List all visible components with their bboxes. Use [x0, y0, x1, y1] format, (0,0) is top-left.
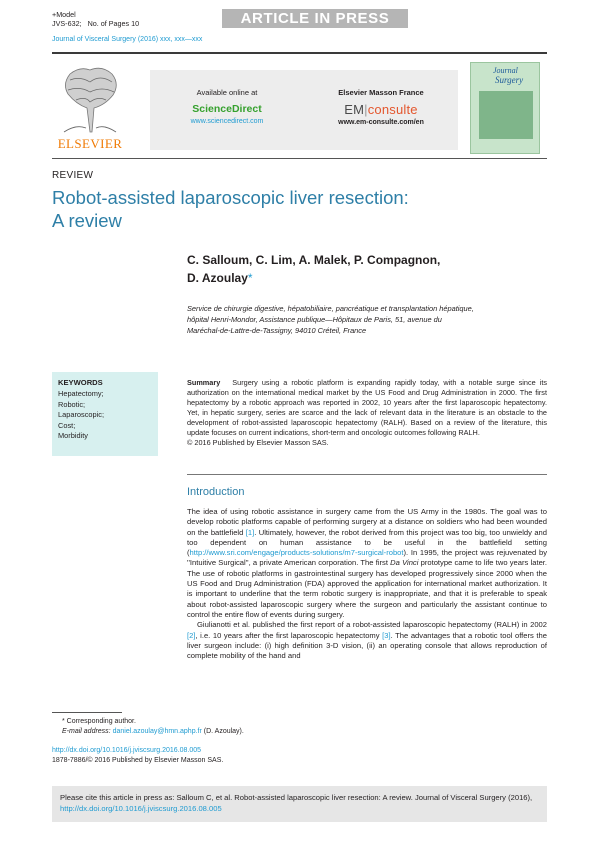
elsevier-tree-icon: [56, 64, 124, 134]
header-divider: [52, 52, 547, 54]
footnote-divider: [52, 712, 122, 713]
sciencedirect-logo[interactable]: ScienceDirect: [192, 103, 262, 115]
author-list: [187, 251, 547, 287]
title-line-1: Robot-assisted laparoscopic liver resection:: [52, 187, 409, 208]
article-title: [52, 186, 532, 232]
available-online-label: Available online at: [196, 88, 258, 97]
online-availability-panel: [150, 70, 458, 150]
footnote: * Corresponding author. E-mail address: daniel.azoulay@hmn.aphp.fr (D. Azoulay).: [52, 717, 244, 737]
abstract-text: Surgery using a robotic platform is expanding rapidly today, with a notable surge since its authorization on the international medical market by the US Food and Drug Administration in 2000. The first hepatectomy by a robotic approach was reported in 2002, 10 years after the first laparoscopic hepatectomy. Yet, in hepatic surgery, series are scarce and the lack of relevant data in the literature is an obstacle to the development of robot-assisted laparoscopic hepatectomy (RALH). Based on a review of the literature, this update focuses on current indications, short-term and oncologic outcomes following RALH.: [187, 378, 547, 437]
reference-link[interactable]: [2]: [187, 630, 196, 640]
author-affiliation: Service de chirurgie digestive, hépatobiliaire, pancréatique et transplantation hépatique, hôpital Henri-Mondor, Assistance publique—Hôpitaux de Paris, 51, avenue du Maréchal-de-Lattre-de-Tassigny, 94010 Créteil, France: [187, 304, 474, 335]
title-line-2: A review: [52, 210, 122, 231]
em-consulte-logo[interactable]: EM|consulte: [344, 102, 418, 117]
paragraph: The idea of using robotic assistance in surgery came from the US Army in the 1980s. The goal was to develop robotic platforms capable of performing surgery at a distance on soldiers who had been wounded on the battlefield [1]. Ultimately, however, the robot derived from this project was too big, too unwieldy and too dependent on human assistance to be useful in the battlefield setting (http://www.sri.com/engage/products-solutions/m7-surgical-robot). In 1995, the project was rejuvenated by ''Intuitive Surgical'', a private American corporation. The first Da Vinci prototype came to life two years later. The use of robotic platforms in gastrointestinal surgery has developed progressively since 2000 when the US Food and Drug Administration (FDA) approved the application for international market authorization. It is important to underline that the term robotic surgery is inappropriate, and that it is preferable to speak about robot-assisted laparoscopic surgery where the surgeon and particularly the assistant continue to control the entire flow of events during surgery.: [187, 507, 548, 619]
elsevier-wordmark: ELSEVIER: [57, 136, 123, 151]
abstract-copyright: © 2016 Published by Elsevier Masson SAS.: [187, 438, 329, 447]
citation-box: [52, 786, 547, 822]
em-consulte-block: [304, 88, 458, 126]
page-count: No. of Pages 10: [87, 19, 140, 28]
citation-doi-link[interactable]: http://dx.doi.org/10.1016/j.jviscsurg.2016.08.005: [60, 804, 222, 813]
introduction-heading: Introduction: [187, 486, 245, 498]
email-label: E-mail address:: [62, 728, 111, 735]
doi-link[interactable]: http://dx.doi.org/10.1016/j.jviscsurg.2016.08.005: [52, 747, 202, 754]
journal-cover-thumbnail[interactable]: [470, 62, 540, 154]
sri-url-link[interactable]: http://www.sri.com/engage/products-solutions/m7-surgical-robot: [189, 548, 404, 558]
abstract-label: Summary: [187, 378, 221, 387]
em-consulte-url-link[interactable]: www.em-consulte.com/en: [338, 119, 424, 126]
article-section-label: REVIEW: [52, 170, 94, 181]
paragraph: Giulianotti et al. published the first report of a robot-assisted laparoscopic hepatectomy (RALH) in 2002 [2], i.e. 10 years after the first laparoscopic hepatectomy [3]. The advantages that a robotic tool offers the liver surgeon include: (i) high definition 3-D vision, (ii) an operating console that allows reproduction of complete mobility of the hand and: [187, 620, 547, 661]
sciencedirect-block: [150, 88, 304, 125]
corresponding-author-note: * Corresponding author.: [62, 718, 136, 725]
keyword-item: Laparoscopic;: [58, 410, 105, 419]
authors-line-2: D. Azoulay: [187, 271, 248, 285]
keyword-item: Robotic;: [58, 399, 86, 409]
em-publisher-label: Elsevier Masson France: [338, 88, 424, 97]
banner-divider: [52, 158, 547, 159]
cover-title-line1: Journal: [493, 66, 518, 75]
keywords-box: [52, 372, 158, 456]
keywords-heading: KEYWORDS: [58, 378, 103, 387]
corresponding-author-marker[interactable]: *: [247, 271, 253, 285]
journal-reference-link[interactable]: Journal of Visceral Surgery (2016) xxx, xxx—xxx: [52, 36, 203, 43]
keyword-item: Morbidity: [58, 431, 88, 440]
abstract-divider: [187, 474, 547, 475]
article-code: JVS-632;: [52, 19, 82, 28]
running-header: [52, 10, 139, 28]
introduction-body: [187, 507, 547, 661]
issn-copyright: 1878-7886/© 2016 Published by Elsevier Masson SAS.: [52, 757, 224, 764]
abstract: [187, 378, 547, 448]
reference-link[interactable]: [3]: [382, 630, 391, 640]
keyword-item: Cost;: [58, 420, 76, 430]
elsevier-logo[interactable]: [52, 62, 128, 154]
author-email-link[interactable]: daniel.azoulay@hmn.aphp.fr: [112, 728, 202, 735]
authors-line-1: C. Salloum, C. Lim, A. Malek, P. Compagnon,: [187, 253, 441, 267]
reference-link[interactable]: [1]: [245, 527, 255, 537]
keyword-item: Hepatectomy;: [58, 389, 104, 398]
cover-title-line2: Surgery: [495, 75, 524, 85]
citation-text: Please cite this article in press as: Salloum C, et al. Robot-assisted laparoscopic liver resection: A review. Journal of Visceral Surgery (2016),: [60, 793, 533, 802]
sciencedirect-url-link[interactable]: www.sciencedirect.com: [190, 118, 264, 125]
cover-image: [479, 91, 533, 139]
publisher-banner: [52, 62, 547, 158]
model-label: +Model: [52, 10, 76, 19]
article-in-press-banner: ARTICLE IN PRESS: [222, 9, 408, 28]
